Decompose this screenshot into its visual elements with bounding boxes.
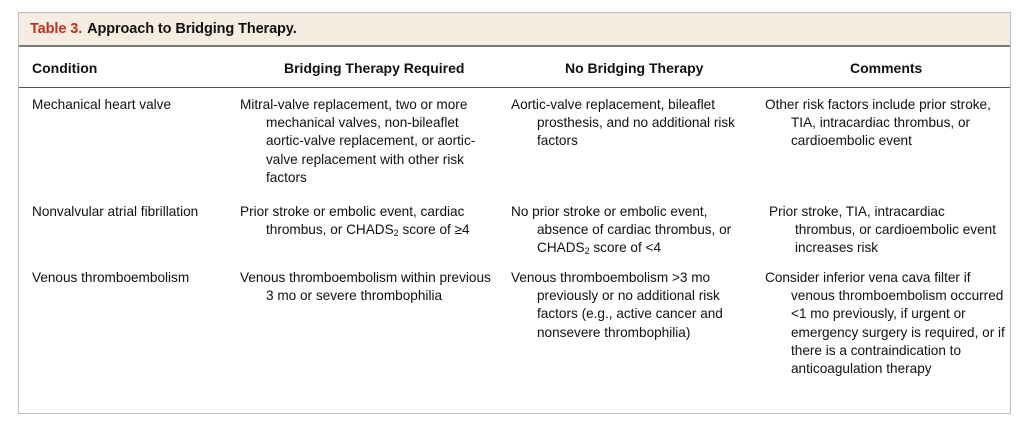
cell-no-bridging [511,96,756,151]
cell-bridging-required [240,203,506,239]
cell-condition: Mechanical heart valve [32,97,172,112]
required-score-text: score of ≥4 [398,222,470,238]
cell-comments-text: Prior stroke, TIA, intracardiac thrombus, or cardioembolic event increases risk [769,204,996,256]
cell-no-bridging-text [511,203,756,258]
cell-no-bridging-text: Aortic-valve replacement, bileaflet prosthesis, and no additional risk factors [511,97,735,149]
table-number: Table 3. [30,21,83,37]
header-bridging-required: Bridging Therapy Required [284,60,465,76]
cell-bridging-required-text: Venous thromboembolism within previous 3 mo or severe thrombophilia [240,270,491,304]
cell-bridging-required-text: Mitral-valve replacement, two or more mechanical valves, non-bileaflet aortic-valve replacement, or aortic-valve replacement with other risk factors [240,97,476,185]
cell-bridging-required [240,269,502,305]
table-title: Approach to Bridging Therapy. [87,21,297,37]
cell-comments [765,96,1005,151]
chads-subscript: 2 [584,246,590,257]
cell-comments-text: Other risk factors include prior stroke, TIA, intracardiac thrombus, or cardioembolic event [765,97,991,149]
cell-bridging-required-text [240,203,506,239]
bridging-therapy-table [18,12,1011,414]
cell-no-bridging [511,203,756,258]
cell-comments [769,203,999,258]
none-text-part: No prior stroke or embolic event, absence of cardiac thrombus, or CHADS [511,204,732,256]
table-title-bar [19,13,1010,47]
cell-condition: Nonvalvular atrial fibrillation [32,204,199,219]
chads-subscript: 2 [393,228,399,239]
cell-no-bridging-text: Venous thromboembolism >3 mo previously or no additional risk factors (e.g., active cancer and nonsevere thrombophilia) [511,270,723,340]
cell-no-bridging [511,269,751,342]
cell-comments-text: Consider inferior vena cava filter if venous thromboembolism occurred <1 mo previously, if urgent or emergency surgery is required, or if there is a contraindication to anticoagulation therapy [765,270,1005,377]
cell-bridging-required [240,96,495,187]
header-comments: Comments [850,60,923,76]
required-text-part: Prior stroke or embolic event, cardiac thrombus, or CHADS [240,204,465,238]
header-condition: Condition [32,60,98,76]
cell-condition: Venous thromboembolism [32,270,190,285]
column-header-row [19,47,1010,88]
header-no-bridging: No Bridging Therapy [565,60,704,76]
none-score-text: score of <4 [589,240,662,256]
cell-comments [765,269,1007,378]
